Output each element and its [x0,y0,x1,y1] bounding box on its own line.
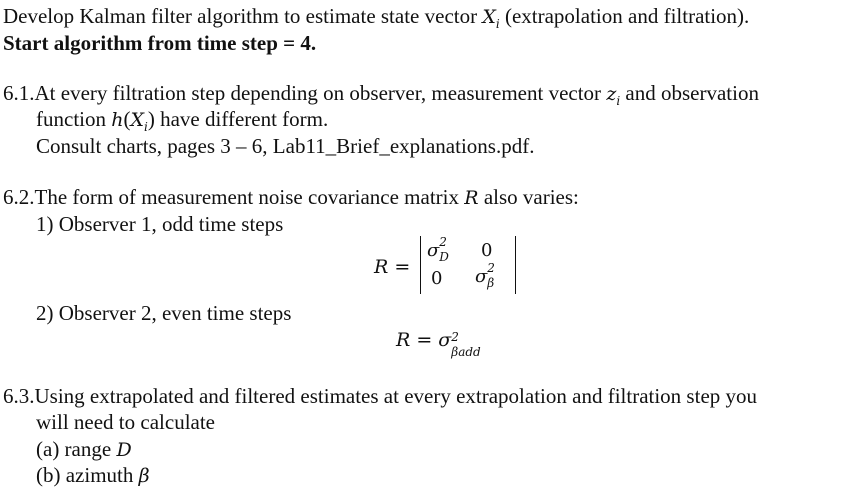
sigma-d-symbol: σ [427,240,440,261]
consult-charts-reference: Consult charts, pages 3 – 6, Lab11_Brief_explanations.pdf. [36,134,535,158]
covariance-matrix [420,236,516,294]
range-symbol: D [116,439,132,461]
observer-2-item: 2) Observer 2, even time steps [36,301,292,325]
section-6-1-text: 6.1.At every filtration step depending on observer, measurement vector [3,81,607,105]
state-vector-subscript: i [495,17,500,31]
measurement-vector-symbol: z [606,83,617,105]
state-vector-symbol: X [482,6,496,28]
section-6-3-line-2: will need to calculate [36,410,216,434]
sigma-d-subscript: D [439,250,449,264]
start-instruction: Start algorithm from time step = 4. [3,31,317,55]
matrix-equation-lhs: R = [374,256,411,278]
azimuth-item [36,463,150,488]
paren-open: ( [123,107,131,131]
scalar-equation-lhs: R = σ [396,329,452,351]
matrix-cell-12: 0 [481,240,493,261]
azimuth-label: (b) azimuth [36,463,139,487]
measurement-vector-subscript: i [616,94,621,108]
matrix-cell-21: 0 [431,268,443,289]
sigma-beta-add-subscript: βadd [451,345,481,359]
observation-function-symbol: h [111,109,124,131]
range-item [36,437,132,462]
paren-close: ) [147,107,155,131]
matrix-cell-11 [427,235,465,264]
section-6-3-line-1: 6.3.Using extrapolated and filtered estimates at every extrapolation and filtration step you [3,384,758,408]
section-6-2-text-end: also varies: [478,185,579,209]
function-text: function [36,107,112,131]
sigma-beta-add-superscript: 2 [451,330,459,344]
sigma-d-superscript: 2 [439,235,447,249]
scalar-covariance-equation [396,328,499,359]
azimuth-symbol: β [138,465,150,487]
sigma-beta-superscript: 2 [487,261,495,275]
section-6-1-text-end: and observation [620,81,759,105]
range-label: (a) range [36,437,117,461]
sigma-beta-subscript: β [487,276,495,290]
observer-1-item: 1) Observer 1, odd time steps [36,212,284,236]
task-text: Develop Kalman filter algorithm to estimate state vector [3,4,483,28]
state-subscript: i [144,120,148,134]
section-6-2-text: 6.2.The form of measurement noise covariance matrix [3,185,465,209]
state-symbol: X [130,109,145,131]
sigma-beta-symbol: σ [475,266,488,287]
section-6-2-line-1 [3,185,579,210]
task-text-end: (extrapolation and filtration). [499,4,750,28]
matrix-cell-22 [475,261,513,290]
function-text-end: have different form. [154,107,329,131]
covariance-symbol: R [464,187,479,209]
